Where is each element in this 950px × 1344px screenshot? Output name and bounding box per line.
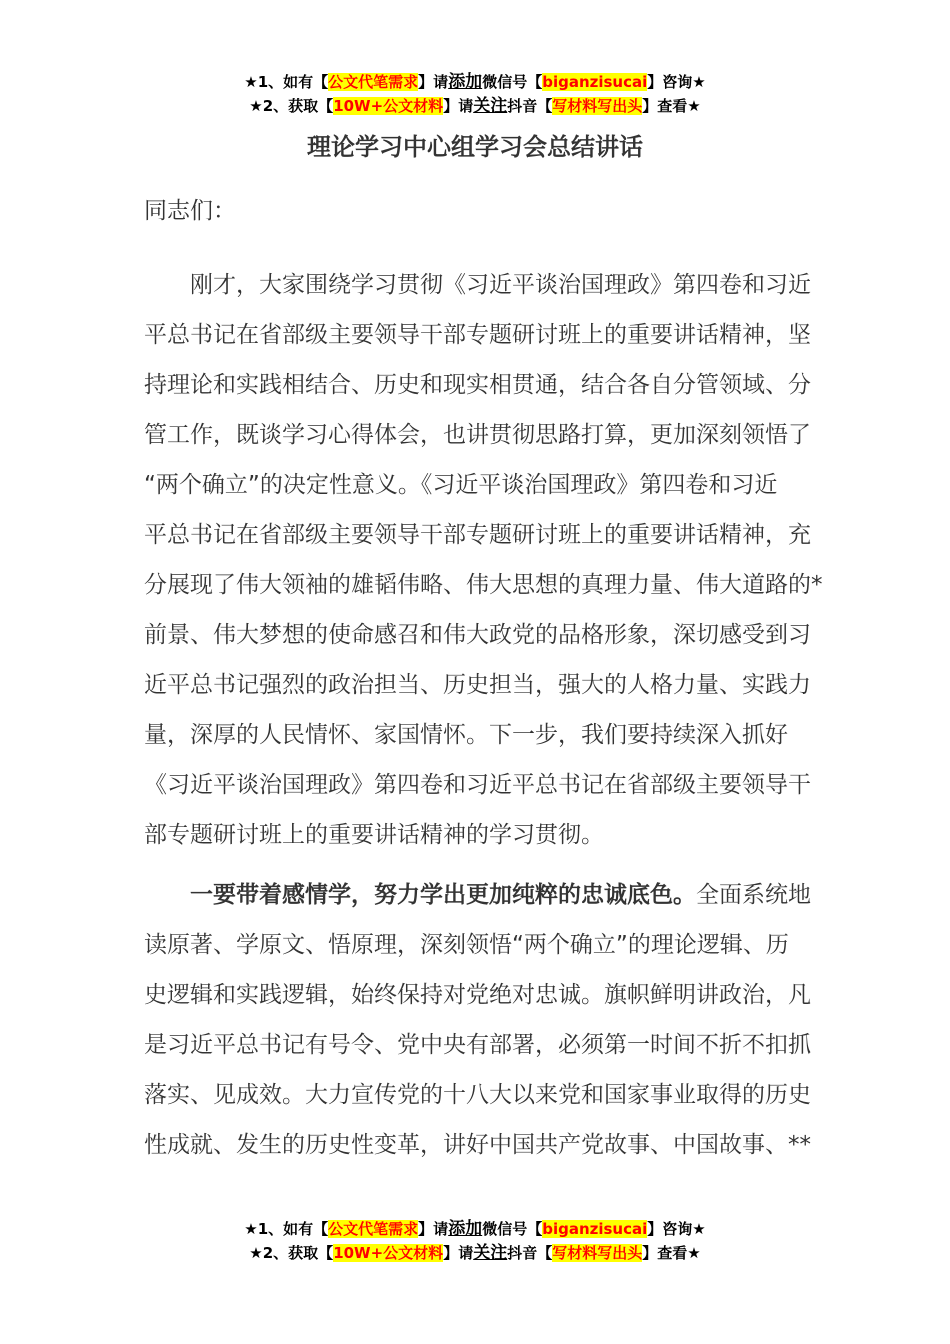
text-line: 持理论和实践相结合、历史和现实相贯通，结合各自分管领域、分: [144, 372, 811, 398]
text-line: 《习近平谈治国理政》第四卷和习近平总书记在省部级主要领导干: [144, 772, 811, 798]
text-line: 落实、见成效。大力宣传党的十八大以来党和国家事业取得的历史: [144, 1082, 811, 1108]
header-banner: [0, 70, 950, 118]
highlight-material: 10W+公文材料: [333, 97, 444, 115]
paragraph-lead: 一要带着感情学，努力学出更加纯粹的忠诚底色。: [190, 882, 696, 908]
greeting: 同志们：: [144, 198, 236, 224]
text-line: 部专题研讨班上的重要讲话精神的学习贯彻。: [144, 822, 604, 848]
wechat-id: biganzisucai: [542, 73, 648, 91]
text-line: 前景、伟大梦想的使命感召和伟大政党的品格形象，深切感受到习: [144, 622, 811, 648]
banner-line-2: ★2、获取【10W+公文材料】请关注抖音【写材料写出头】查看★: [249, 96, 701, 116]
banner-line-1: ★1、如有【公文代笔需求】请添加微信号【biganzisucai】咨询★: [244, 72, 706, 92]
banner-line-2: ★2、获取【10W+公文材料】请关注抖音【写材料写出头】查看★: [249, 1243, 701, 1263]
text-line: 近平总书记强烈的政治担当、历史担当，强大的人格力量、实践力: [144, 672, 811, 698]
document-title: 理论学习中心组学习会总结讲话: [307, 133, 643, 161]
text-line: 管工作，既谈学习心得体会，也讲贯彻思路打算，更加深刻领悟了: [144, 422, 811, 448]
highlight-demand: 公文代笔需求: [328, 1220, 419, 1238]
douyin-id: 写材料写出头: [552, 97, 643, 115]
document-body: [144, 186, 823, 1180]
douyin-id: 写材料写出头: [552, 1244, 643, 1262]
paragraph-2: [144, 870, 811, 1170]
highlight-demand: 公文代笔需求: [328, 73, 419, 91]
text-line: 一要带着感情学，努力学出更加纯粹的忠诚底色。全面系统地: [190, 882, 811, 908]
text-line: 是习近平总书记有号令、党中央有部署，必须第一时间不折不扣抓: [144, 1032, 811, 1058]
text-line: 性成就、发生的历史性变革，讲好中国共产党故事、中国故事、**: [144, 1132, 811, 1158]
text-line: 刚才，大家围绕学习贯彻《习近平谈治国理政》第四卷和习近: [190, 272, 811, 298]
text-line: 读原著、学原文、悟原理，深刻领悟“两个确立”的理论逻辑、历: [144, 932, 789, 958]
text-line: 平总书记在省部级主要领导干部专题研讨班上的重要讲话精神，充: [144, 522, 811, 548]
wechat-id: biganzisucai: [542, 1220, 648, 1238]
footer-banner: [0, 1217, 950, 1265]
text-line: 量，深厚的人民情怀、家国情怀。下一步，我们要持续深入抓好: [144, 722, 788, 748]
text-line: “两个确立”的决定性意义。《习近平谈治国理政》第四卷和习近: [144, 472, 778, 498]
paragraph-1: [144, 260, 823, 860]
banner-line-1: ★1、如有【公文代笔需求】请添加微信号【biganzisucai】咨询★: [244, 1219, 706, 1239]
highlight-material: 10W+公文材料: [333, 1244, 444, 1262]
text-line: 分展现了伟大领袖的雄韬伟略、伟大思想的真理力量、伟大道路的*: [144, 572, 823, 598]
text-line: 史逻辑和实践逻辑，始终保持对党绝对忠诚。旗帜鲜明讲政治，凡: [144, 982, 811, 1008]
text-line: 平总书记在省部级主要领导干部专题研讨班上的重要讲话精神，坚: [144, 322, 811, 348]
